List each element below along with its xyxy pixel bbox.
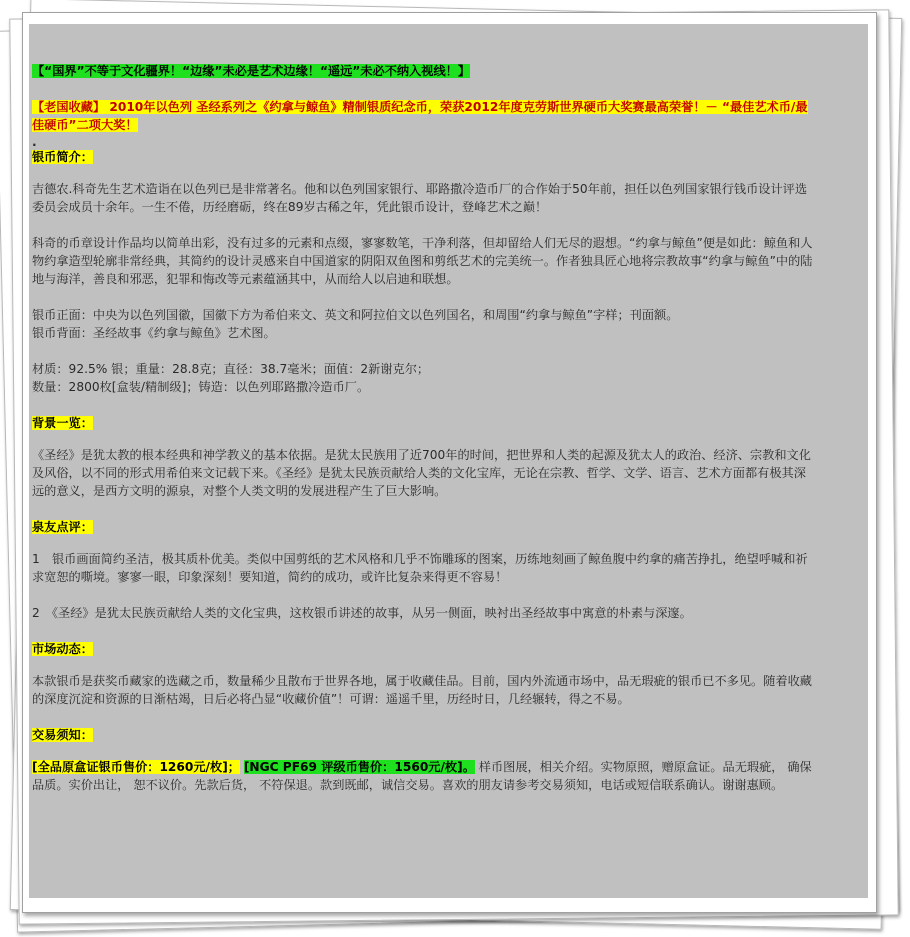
section-title-market: 市场动态： — [32, 642, 93, 656]
review-item-1: 1 银币画面简约圣洁，极其质朴优美。类似中国剪纸的艺术风格和几乎不饰雕琢的图案，历练地刻画了鲸鱼腹中约拿的痛苦挣扎，绝望呼喊和祈求宽恕的嘶境。寥寥一眼，印象深刻！要知道，简约的成功，或许比复杂来得更不容易！ — [32, 552, 808, 584]
section-title-trade: 交易须知： — [32, 728, 93, 742]
trade-terms-text: 样币图展，相关介绍。实物原照，赠原盒证。品无瑕疵， 确保品质。实价出让， 恕不议价。先款后货， 不符保退。款到既邮，诚信交易。喜欢的朋友请参考交易须知，电话或短信联系确认。谢谢惠顾。 — [32, 760, 812, 792]
banner-slogan: 【“国界”不等于文化疆界！“边缘”未必是艺术边缘！“遥远”未必不纳入视线！】 — [32, 64, 471, 78]
section-title-background: 背景一览： — [32, 416, 93, 430]
intro-paragraph-1: 吉德农.科奇先生艺术造诣在以色列已是非常著名。他和以色列国家银行、耶路撒冷造币厂的合作始于50年前，担任以色列国家银行钱币设计评选委员会成员十余年。一生不倦，历经磨砺，终在89岁古稀之年，凭此银币设计，登峰艺术之巅！ — [32, 182, 808, 214]
section-title-intro: 银币简介： — [32, 150, 93, 164]
promo-headline: 【老国收藏】 2010年以色列 圣经系列之《约拿与鲸鱼》精制银质纪念币，荣获2012年度克劳斯世界硬币大奖赛最高荣誉！－ “最佳艺术币/最佳硬币”二项大奖！ — [32, 100, 808, 132]
spec-line-1: 材质：92.5% 银；重量：28.8克；直径：38.7毫米；面值：2新谢克尔； — [32, 362, 430, 376]
intro-paragraph-2: 科奇的币章设计作品均以简单出彩，没有过多的元素和点缀，寥寥数笔，干净利落，但却留给人们无尽的遐想。“约拿与鲸鱼”便是如此：鲸鱼和人物约拿造型轮廓非常经典，其简约的设计灵感来自中国道家的阴阳双鱼图和剪纸艺术的完美统一。作者独具匠心地将宗教故事“约拿与鲸鱼”中的陆地与海洋，善良和邪恶，犯罪和悔改等元素蕴涵其中，从而给人以启迪和联想。 — [32, 236, 813, 286]
separator-dot: . — [32, 135, 37, 149]
price-box-ngc-graded: [NGC PF69 评级币售价：1560元/枚]。 — [243, 760, 475, 774]
spec-line-2: 数量：2800枚[盒装/精制级]；铸造：以色列耶路撒冷造币厂。 — [32, 380, 370, 394]
review-item-2: 2 《圣经》是犹太民族贡献给人类的文化宝典，这枚银币讲述的故事，从另一侧面，映衬出圣经故事中寓意的朴素与深邃。 — [32, 606, 692, 620]
price-box-boxed-coin: [全品原盒证银币售价：1260元/枚]； — [32, 760, 240, 774]
section-title-reviews: 泉友点评： — [32, 520, 93, 534]
trade-paragraph — [32, 758, 814, 794]
obverse-description: 银币正面：中央为以色列国徽，国徽下方为希伯来文、英文和阿拉伯文以色列国名，和周围“约拿与鲸鱼”字样；刊面额。 — [32, 308, 679, 322]
listing-content — [32, 38, 814, 812]
background-paragraph: 《圣经》是犹太教的根本经典和神学教义的基本依据。是犹太民族用了近700年的时间，把世界和人类的起源及犹太人的政治、经济、宗教和文化及风俗，以不同的形式用希伯来文记载下来。《圣经》是犹太民族贡献给人类的文化宝库，无论在宗教、哲学、文学、语言、艺术方面都有极其深远的意义，是西方文明的源泉，对整个人类文明的发展进程产生了巨大影响。 — [32, 448, 811, 498]
reverse-description: 银币背面：圣经故事《约拿与鲸鱼》艺术图。 — [32, 326, 276, 340]
market-paragraph: 本款银币是获奖币藏家的选藏之币，数量稀少且散布于世界各地，属于收藏佳品。目前，国内外流通市场中，品无瑕疵的银币已不多见。随着收藏的深度沉淀和资源的日渐枯竭，日后必将凸显“收藏价值”！可谓：遥遥千里，历经时日，几经辗转，得之不易。 — [32, 674, 812, 706]
